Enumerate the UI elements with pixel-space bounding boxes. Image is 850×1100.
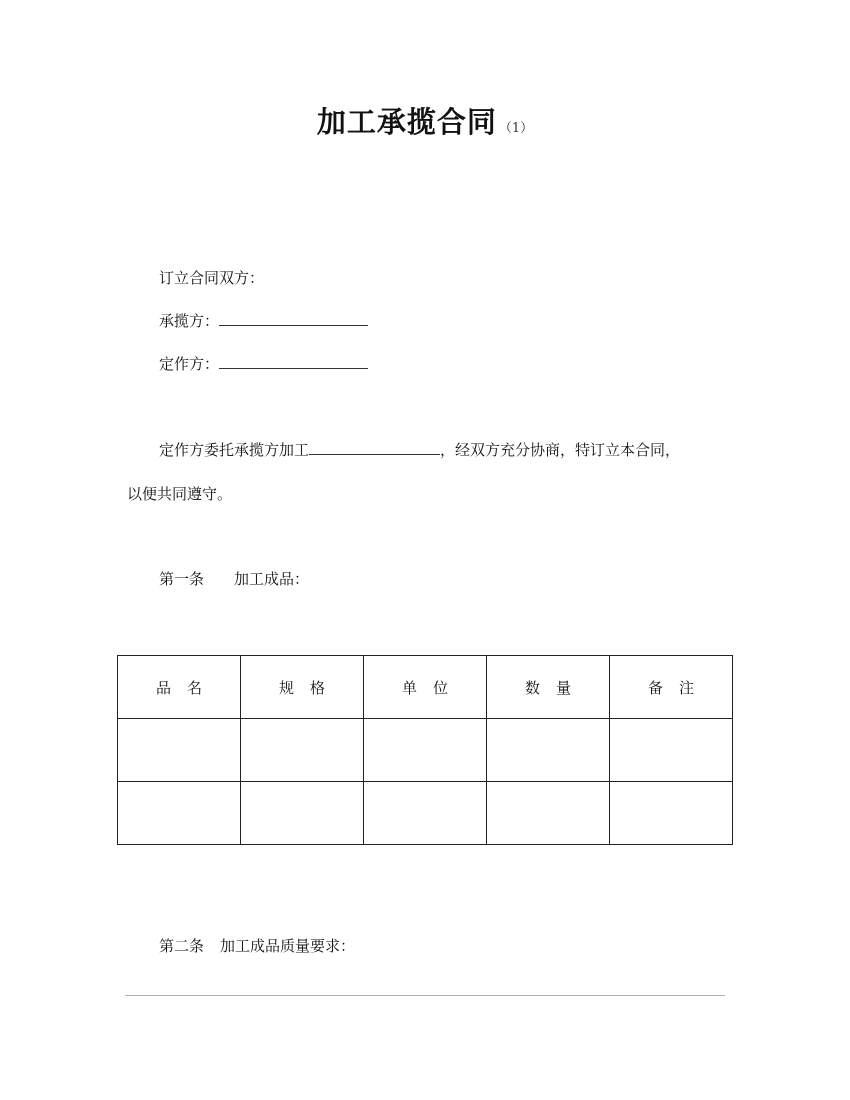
article-2-number: 第二条 [159, 937, 205, 955]
orderer-label: 定作方： [159, 355, 220, 373]
table-cell[interactable] [610, 782, 733, 845]
preamble-line-2 [127, 484, 232, 504]
header-specification: 规格 [241, 656, 364, 719]
table-cell[interactable] [118, 782, 241, 845]
header-product-name: 品名 [118, 656, 241, 719]
table-row [118, 719, 733, 782]
parties-heading [159, 268, 264, 288]
header-unit: 单位 [364, 656, 487, 719]
preamble-line-1 [159, 440, 680, 460]
header-quantity: 数量 [487, 656, 610, 719]
preamble-line2: 以便共同遵守。 [127, 485, 233, 503]
article-1-number: 第一条 [159, 570, 205, 588]
preamble-part2: ，经双方充分协商，特订立本合同， [440, 441, 681, 459]
title-suffix: （1） [498, 121, 534, 136]
contractor-label: 承揽方： [159, 312, 220, 330]
table-cell[interactable] [487, 782, 610, 845]
page-divider [125, 995, 725, 996]
article-1-heading [159, 569, 309, 589]
article-2-title: 加工成品质量要求： [220, 937, 356, 955]
orderer-blank[interactable] [219, 354, 368, 369]
table-cell[interactable] [241, 782, 364, 845]
title-main: 加工承揽合同 [316, 105, 497, 139]
article-1-title: 加工成品： [234, 570, 310, 588]
header-remarks: 备注 [610, 656, 733, 719]
document-title [0, 100, 850, 141]
products-table [117, 655, 733, 845]
table-cell[interactable] [241, 719, 364, 782]
table-cell[interactable] [118, 719, 241, 782]
orderer-line [159, 354, 368, 374]
article-2-heading [159, 936, 355, 956]
table-cell[interactable] [487, 719, 610, 782]
contractor-line [159, 311, 368, 331]
table-cell[interactable] [364, 782, 487, 845]
parties-heading-text: 订立合同双方： [159, 269, 265, 287]
table-cell[interactable] [364, 719, 487, 782]
contractor-blank[interactable] [219, 311, 368, 326]
table-row [118, 782, 733, 845]
table-cell[interactable] [610, 719, 733, 782]
processing-item-blank[interactable] [309, 440, 440, 455]
table-header-row [118, 656, 733, 719]
preamble-part1: 定作方委托承揽方加工 [159, 441, 310, 459]
